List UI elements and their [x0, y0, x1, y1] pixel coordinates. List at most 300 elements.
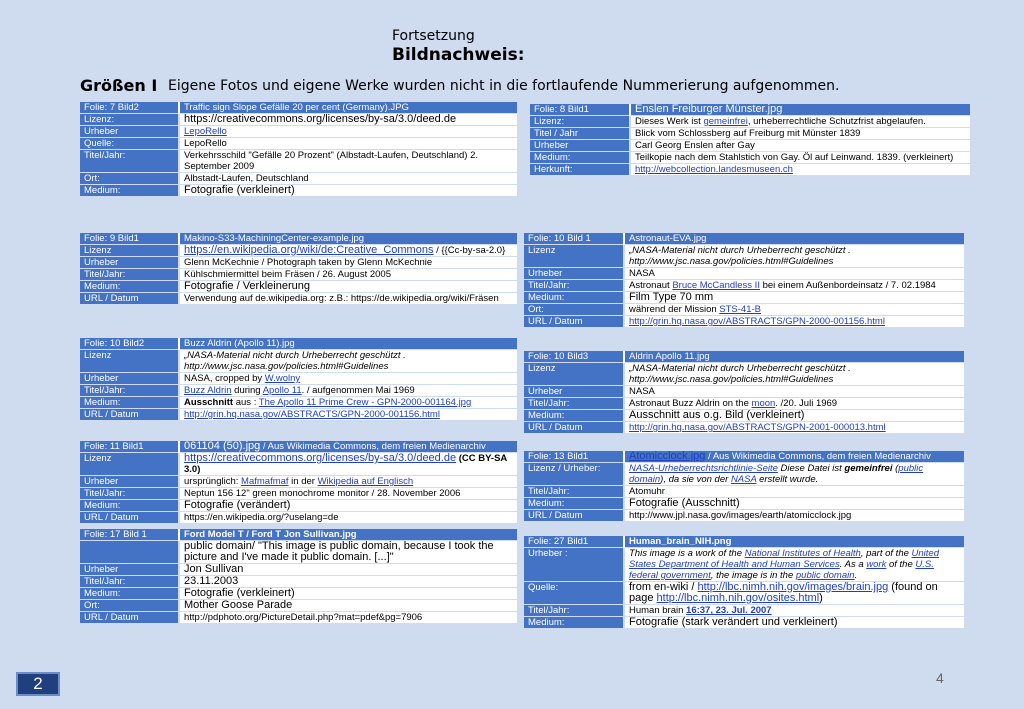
page-number: 4 — [936, 670, 944, 686]
row-value — [624, 280, 964, 292]
credit-text: 061104 (50).jpg — [184, 441, 261, 452]
credit-table — [524, 351, 964, 434]
credit-text: , urheberrechtliche Schutzfrist abgelaufen. — [747, 116, 926, 127]
row-value — [624, 422, 964, 434]
credit-text: Human brain — [629, 605, 687, 616]
credit-text: Fotografie (verkleinert) — [184, 184, 295, 196]
row-key: Titel/Jahr: — [524, 398, 624, 410]
row-value — [179, 338, 517, 350]
row-key: Urheber — [80, 476, 179, 488]
table-row — [524, 280, 964, 292]
row-key: Urheber — [80, 373, 179, 385]
row-key: URL / Datum — [80, 409, 179, 421]
row-value — [179, 245, 517, 257]
row-value — [624, 245, 964, 268]
row-value — [179, 269, 517, 281]
row-value — [179, 409, 517, 421]
row-key: Medium: — [530, 152, 630, 164]
row-key: Folie: 10 Bild 1 — [524, 233, 624, 245]
credit-text: / {{Cc-by-sa-2.0} — [433, 245, 506, 256]
intro-text: Eigene Fotos und eigene Werke wurden nicht in die fortlaufende Nummerierung aufgenommen. — [168, 78, 840, 94]
row-value — [179, 233, 517, 245]
row-key: Folie: 10 Bild2 — [80, 338, 179, 350]
credit-link[interactable]: National Institutes of Health — [744, 548, 861, 559]
credit-text: Neptun 156 12" green monochrome monitor / 28. November 2006 — [184, 488, 461, 499]
credit-text: Verwendung auf de.wikipedia.org: z.B.: https://de.wikipedia.org/wiki/Fräsen — [184, 293, 499, 304]
credit-link[interactable]: http://grin.hq.nasa.gov/ABSTRACTS/GPN-2000-001156.html — [184, 409, 440, 420]
credit-text: ) — [819, 592, 823, 604]
section-heading: Größen I — [80, 76, 158, 95]
table-header-row — [80, 529, 517, 541]
row-value — [624, 536, 964, 548]
row-key: Urheber — [530, 140, 630, 152]
row-value — [624, 617, 964, 629]
row-value — [179, 529, 517, 541]
row-key: URL / Datum — [80, 512, 179, 524]
row-value — [179, 281, 517, 293]
table-row — [80, 500, 517, 512]
row-key: Medium: — [524, 292, 624, 304]
table-row — [80, 293, 517, 305]
table-row — [524, 292, 964, 304]
row-value — [624, 316, 964, 328]
row-key: URL / Datum — [80, 293, 179, 305]
table-row — [524, 304, 964, 316]
row-value — [179, 138, 517, 150]
row-key: Medium: — [80, 281, 179, 293]
table-row — [80, 114, 517, 126]
row-value — [179, 453, 517, 476]
table-row — [524, 398, 964, 410]
row-key: Lizenz — [524, 363, 624, 386]
row-value — [624, 268, 964, 280]
table-row — [524, 410, 964, 422]
row-value — [624, 233, 964, 245]
credit-link[interactable]: https://en.wikipedia.org/wiki/de:Creative_Commons — [184, 244, 434, 256]
table-row — [530, 116, 970, 128]
row-value — [624, 304, 964, 316]
row-key: Titel/Jahr: — [80, 385, 179, 397]
row-value — [179, 476, 517, 488]
row-value — [179, 185, 517, 197]
row-key: Ort: — [524, 304, 624, 316]
row-value — [630, 140, 970, 152]
row-key: URL / Datum — [524, 510, 624, 522]
credit-text: ursprünglich: — [184, 476, 242, 487]
credit-table — [80, 102, 517, 197]
row-value — [179, 150, 517, 173]
row-value — [624, 292, 964, 304]
credit-text: aus : — [233, 397, 259, 408]
row-key: Urheber — [80, 126, 179, 138]
credit-link[interactable]: NASA — [730, 474, 757, 485]
row-value — [624, 498, 964, 510]
credit-text: Kühlschmiermittel beim Fräsen / 26. August 2005 — [184, 269, 391, 280]
credit-text: erstellt wurde. — [756, 474, 819, 485]
row-key: Quelle: — [80, 138, 179, 150]
row-key: Medium: — [80, 397, 179, 409]
row-value — [624, 451, 964, 463]
row-value — [630, 152, 970, 164]
row-value — [630, 116, 970, 128]
row-key: Folie: 17 Bild 1 — [80, 529, 179, 541]
credit-link[interactable]: The Apollo 11 Prime Crew - GPN-2000-001164.jpg — [258, 397, 472, 408]
table-header-row — [524, 451, 964, 463]
row-key: Titel/Jahr: — [524, 280, 624, 292]
credit-table — [524, 451, 964, 522]
table-row — [80, 373, 517, 385]
credit-text: Fotografie (verändert) — [184, 499, 291, 511]
table-header-row — [524, 351, 964, 363]
credit-text: Verkehrsschild "Gefälle 20 Prozent" (Albstadt-Laufen, Deutschland) 2. September 2009 — [184, 150, 479, 172]
credit-text: . /20. Juli 1969 — [775, 398, 838, 409]
credit-text: Carl Georg Enslen after Gay — [635, 140, 755, 151]
table-header-row — [80, 102, 517, 114]
credit-text: Blick vom Schlossberg auf Freiburg mit Münster 1839 — [635, 128, 861, 139]
table-row — [530, 164, 970, 176]
row-key: Ort: — [80, 173, 179, 185]
row-value — [179, 397, 517, 409]
table-row — [80, 350, 517, 373]
credit-text: https://en.wikipedia.org/?uselang=de — [184, 512, 339, 523]
table-header-row — [524, 536, 964, 548]
table-row — [80, 541, 517, 564]
credit-link[interactable]: Buzz Aldrin — [184, 385, 232, 396]
row-key: Medium: — [524, 617, 624, 629]
credit-text: of the — [886, 559, 916, 570]
credit-text: Enslen Freiburger Münster.jpg — [635, 104, 783, 115]
credit-text: http://pdphoto.org/PictureDetail.php?mat=pdef&pg=7906 — [184, 612, 423, 623]
table-row — [524, 463, 964, 486]
row-key: Folie: 13 Bild1 — [524, 451, 624, 463]
credit-text: Film Type 70 mm — [629, 291, 714, 303]
row-key: Titel/Jahr: — [80, 488, 179, 500]
row-key: Medium: — [524, 410, 624, 422]
credit-link[interactable]: http://lbc.nimh.nih.gov/images/brain.jpg — [697, 581, 889, 593]
credit-link[interactable]: U.S. federal government — [629, 559, 934, 581]
table-row — [80, 588, 517, 600]
row-value — [179, 350, 517, 373]
credit-link[interactable]: Atomicclock.jpg — [629, 451, 706, 462]
row-key: Medium: — [524, 498, 624, 510]
credit-text: / Aus Wikimedia Commons, dem freien Medienarchiv — [705, 451, 931, 462]
credit-link[interactable]: 16:37, 23. Jul. 2007 — [686, 605, 772, 616]
row-value — [179, 173, 517, 185]
row-value — [624, 386, 964, 398]
row-key: Titel/Jahr: — [524, 486, 624, 498]
credit-text: Fotografie (verkleinert) — [184, 587, 295, 599]
row-key: Urheber : — [524, 548, 624, 582]
credit-text: Diese Datei ist — [777, 463, 845, 474]
table-row — [524, 268, 964, 280]
row-key — [80, 541, 179, 564]
credit-text: NASA, cropped by — [184, 373, 265, 384]
credit-text: Mother Goose Parade — [184, 599, 293, 611]
credit-text: ( — [892, 463, 899, 474]
table-row — [80, 126, 517, 138]
table-row — [80, 385, 517, 397]
table-header-row — [80, 441, 517, 453]
page-title: Bildnachweis: — [392, 45, 525, 65]
credit-link[interactable]: http://grin.hq.nasa.gov/ABSTRACTS/GPN-2000-001156.html — [629, 316, 885, 327]
credit-link[interactable]: NASA-Urheberrechtsrichtlinie-Seite — [629, 463, 778, 474]
row-key: Lizenz — [80, 350, 179, 373]
row-value — [179, 541, 517, 564]
row-value — [624, 463, 964, 486]
table-row — [80, 600, 517, 612]
row-key: Lizenz: — [530, 116, 630, 128]
credit-text: gemeinfrei — [844, 463, 893, 474]
table-row — [80, 173, 517, 185]
table-row — [530, 140, 970, 152]
table-row — [524, 605, 964, 617]
table-row — [80, 269, 517, 281]
row-key: Ort: — [80, 600, 179, 612]
table-row — [80, 512, 517, 524]
table-row — [524, 386, 964, 398]
credit-text: LepoRello — [184, 138, 227, 149]
table-row — [80, 612, 517, 624]
credit-link[interactable]: Apollo 11 — [262, 385, 302, 396]
credit-text: http://www.jpl.nasa.gov/images/earth/atomicclock.jpg — [629, 510, 852, 521]
table-row — [80, 150, 517, 173]
credit-text: 23.11.2003 — [184, 575, 239, 587]
slide-number-button[interactable]: 2 — [16, 672, 60, 696]
credit-text: Teilkopie nach dem Stahlstich von Gay. Öl auf Leinwand. 1839. (verkleinert) — [635, 152, 954, 163]
credit-text: Ford Model T / Ford T Jon Sullivan.jpg — [184, 529, 357, 540]
row-value — [630, 164, 970, 176]
table-row — [524, 486, 964, 498]
row-value — [179, 488, 517, 500]
table-row — [80, 476, 517, 488]
credit-link[interactable]: STS-41-B — [719, 304, 762, 315]
row-value — [624, 605, 964, 617]
table-header-row — [530, 104, 970, 116]
table-header-row — [80, 338, 517, 350]
row-key: Titel/Jahr: — [524, 605, 624, 617]
row-value — [630, 128, 970, 140]
table-row — [524, 422, 964, 434]
table-row — [80, 488, 517, 500]
row-key: Titel/Jahr: — [80, 269, 179, 281]
table-row — [80, 245, 517, 257]
credit-text: ), da sie von der — [660, 474, 731, 485]
credit-text: Glenn McKechnie / Photograph taken by Glenn McKechnie — [184, 257, 433, 268]
row-value — [624, 351, 964, 363]
row-key: Urheber — [524, 268, 624, 280]
row-key: Urheber — [80, 257, 179, 269]
credit-table — [80, 529, 517, 624]
credit-link[interactable]: http://lbc.nimh.nih.gov/osites.html — [656, 592, 820, 604]
table-header-row — [80, 233, 517, 245]
credit-link[interactable]: Bruce McCandless II — [672, 280, 760, 291]
row-value — [179, 500, 517, 512]
credit-text: Aldrin Apollo 11.jpg — [629, 351, 710, 362]
credit-text: Human_brain_NIH.png — [629, 536, 732, 547]
row-key: URL / Datum — [524, 422, 624, 434]
row-value — [179, 512, 517, 524]
credit-text: , the image is in the — [710, 570, 796, 581]
credit-text: NASA — [629, 386, 655, 397]
table-row — [80, 257, 517, 269]
credit-text: This image is a work of the — [629, 548, 745, 559]
credit-text: Jon Sullivan — [184, 563, 244, 575]
credit-link[interactable]: http://grin.hq.nasa.gov/ABSTRACTS/GPN-2001-000013.html — [629, 422, 886, 433]
row-key: Titel/Jahr: — [80, 576, 179, 588]
credit-text: Albstadt-Laufen, Deutschland — [184, 173, 309, 184]
row-key: Herkunft: — [530, 164, 630, 176]
fortsetzung-label: Fortsetzung — [392, 28, 475, 44]
credit-link[interactable]: Mafmafmaf — [241, 476, 289, 487]
credit-text: Makino-S33-MachiningCenter-example.jpg — [184, 233, 365, 244]
credit-text: Traffic sign Slope Gefälle 20 per cent (Germany).JPG — [184, 102, 409, 113]
credit-table — [524, 536, 964, 629]
row-value — [624, 410, 964, 422]
row-value — [179, 385, 517, 397]
row-key: Urheber — [524, 386, 624, 398]
row-key: Titel / Jahr — [530, 128, 630, 140]
credit-text: Fotografie (stark verändert und verkleinert) — [629, 616, 838, 628]
credit-text: während der Mission — [629, 304, 720, 315]
credit-text: Ausschnitt — [184, 397, 234, 408]
credit-text: (CC BY-SA 3.0) — [184, 453, 507, 475]
table-row — [80, 281, 517, 293]
table-row — [524, 548, 964, 582]
row-key: Medium: — [80, 500, 179, 512]
credit-text: during — [231, 385, 263, 396]
row-value — [179, 373, 517, 385]
row-value — [179, 257, 517, 269]
row-key: Lizenz — [524, 245, 624, 268]
row-key: Urheber — [80, 564, 179, 576]
row-key: Folie: 10 Bild3 — [524, 351, 624, 363]
credit-text: , part of the — [860, 548, 912, 559]
credit-text: (found on page — [629, 581, 938, 604]
credit-text: https://creativecommons.org/licenses/by-sa/3.0/deed.de — [184, 113, 457, 125]
credit-text: „NASA-Material nicht durch Urheberrecht geschützt . http://www.jsc.nasa.gov/policies.html#Guidelines — [629, 363, 851, 385]
table-row — [80, 564, 517, 576]
credit-table — [80, 441, 517, 524]
credit-text: in der — [288, 476, 318, 487]
credit-link[interactable]: United States Department of Health and Human Services — [629, 548, 939, 570]
row-key: Quelle: — [524, 582, 624, 605]
credit-link[interactable]: Wikipedia auf Englisch — [317, 476, 414, 487]
row-key: Medium: — [80, 185, 179, 197]
table-row — [80, 576, 517, 588]
table-row — [80, 397, 517, 409]
row-key: URL / Datum — [80, 612, 179, 624]
row-key: Folie: 11 Bild1 — [80, 441, 179, 453]
credit-link[interactable]: W.wolny — [264, 373, 301, 384]
row-value — [179, 441, 517, 453]
credit-link[interactable]: public domain — [795, 570, 855, 581]
credit-text: NASA — [629, 268, 655, 279]
row-value — [624, 548, 964, 582]
credit-text: „NASA-Material nicht durch Urheberrecht geschützt . http://www.jsc.nasa.gov/policies.html#Guidelines — [629, 245, 851, 267]
table-row — [524, 316, 964, 328]
credit-text: Astronaut — [629, 280, 673, 291]
row-key: Folie: 27 Bild1 — [524, 536, 624, 548]
table-header-row — [524, 233, 964, 245]
table-row — [524, 498, 964, 510]
credit-link[interactable]: https://creativecommons.org/licenses/by-sa/3.0/deed.de — [184, 452, 457, 464]
row-value — [179, 102, 517, 114]
row-key: Titel/Jahr: — [80, 150, 179, 173]
row-value — [624, 582, 964, 605]
credit-text: Astronaut Buzz Aldrin on the — [629, 398, 752, 409]
table-row — [524, 245, 964, 268]
credit-link[interactable]: work — [866, 559, 887, 570]
row-value — [624, 486, 964, 498]
row-key: Lizenz — [80, 245, 179, 257]
credit-link[interactable]: http://webcollection.landesmuseen.ch — [635, 164, 793, 175]
credit-text: . — [854, 570, 858, 581]
credit-table — [524, 233, 964, 328]
credit-text: public domain/ "This image is public domain, because I took the picture and I've made it public domain. [...]" — [184, 540, 494, 563]
credit-table — [530, 104, 970, 176]
credit-link[interactable]: LepoRello — [184, 126, 227, 137]
table-row — [80, 138, 517, 150]
table-row — [80, 453, 517, 476]
table-row — [530, 128, 970, 140]
row-value — [179, 576, 517, 588]
row-value — [179, 588, 517, 600]
row-key: URL / Datum — [524, 316, 624, 328]
table-row — [524, 510, 964, 522]
credit-text: Ausschnitt aus o.g. Bild (verkleinert) — [629, 409, 805, 421]
table-row — [530, 152, 970, 164]
credit-text: Fotografie / Verkleinerung — [184, 280, 310, 292]
credit-text: Astronaut-EVA.jpg — [629, 233, 707, 244]
credit-link[interactable]: moon — [751, 398, 776, 409]
row-value — [179, 114, 517, 126]
credit-text: Fotografie (Ausschnitt) — [629, 497, 740, 509]
credit-text: bei einem Außenbordeinsatz / 7. 02.1984 — [759, 280, 936, 291]
row-value — [624, 398, 964, 410]
table-row — [524, 617, 964, 629]
credit-link[interactable]: gemeinfrei — [703, 116, 748, 127]
credit-text: . As a — [839, 559, 867, 570]
table-row — [524, 582, 964, 605]
row-key: Lizenz: — [80, 114, 179, 126]
credit-text: / Aus Wikimedia Commons, dem freien Medienarchiv — [260, 441, 486, 452]
row-key: Lizenz / Urheber: — [524, 463, 624, 486]
credit-text: Buzz Aldrin (Apollo 11).jpg — [184, 338, 295, 349]
credit-table — [80, 233, 517, 305]
table-row — [524, 363, 964, 386]
credit-table — [80, 338, 517, 421]
row-value — [179, 293, 517, 305]
credit-text: „NASA-Material nicht durch Urheberrecht geschützt . http://www.jsc.nasa.gov/policies.html#Guidelines — [184, 350, 406, 372]
credit-text: Dieses Werk ist — [635, 116, 704, 127]
row-value — [179, 564, 517, 576]
row-key: Folie: 8 Bild1 — [530, 104, 630, 116]
row-value — [179, 600, 517, 612]
row-key: Medium: — [80, 588, 179, 600]
table-row — [80, 185, 517, 197]
credit-text: from en-wiki / — [629, 581, 698, 593]
row-value — [624, 510, 964, 522]
row-value — [630, 104, 970, 116]
row-value — [179, 612, 517, 624]
row-value — [624, 363, 964, 386]
row-value — [179, 126, 517, 138]
table-row — [80, 409, 517, 421]
row-key: Folie: 9 Bild1 — [80, 233, 179, 245]
credit-text: Atomuhr — [629, 486, 665, 497]
row-key: Folie: 7 Bild2 — [80, 102, 179, 114]
credit-link[interactable]: public domain — [629, 463, 924, 485]
